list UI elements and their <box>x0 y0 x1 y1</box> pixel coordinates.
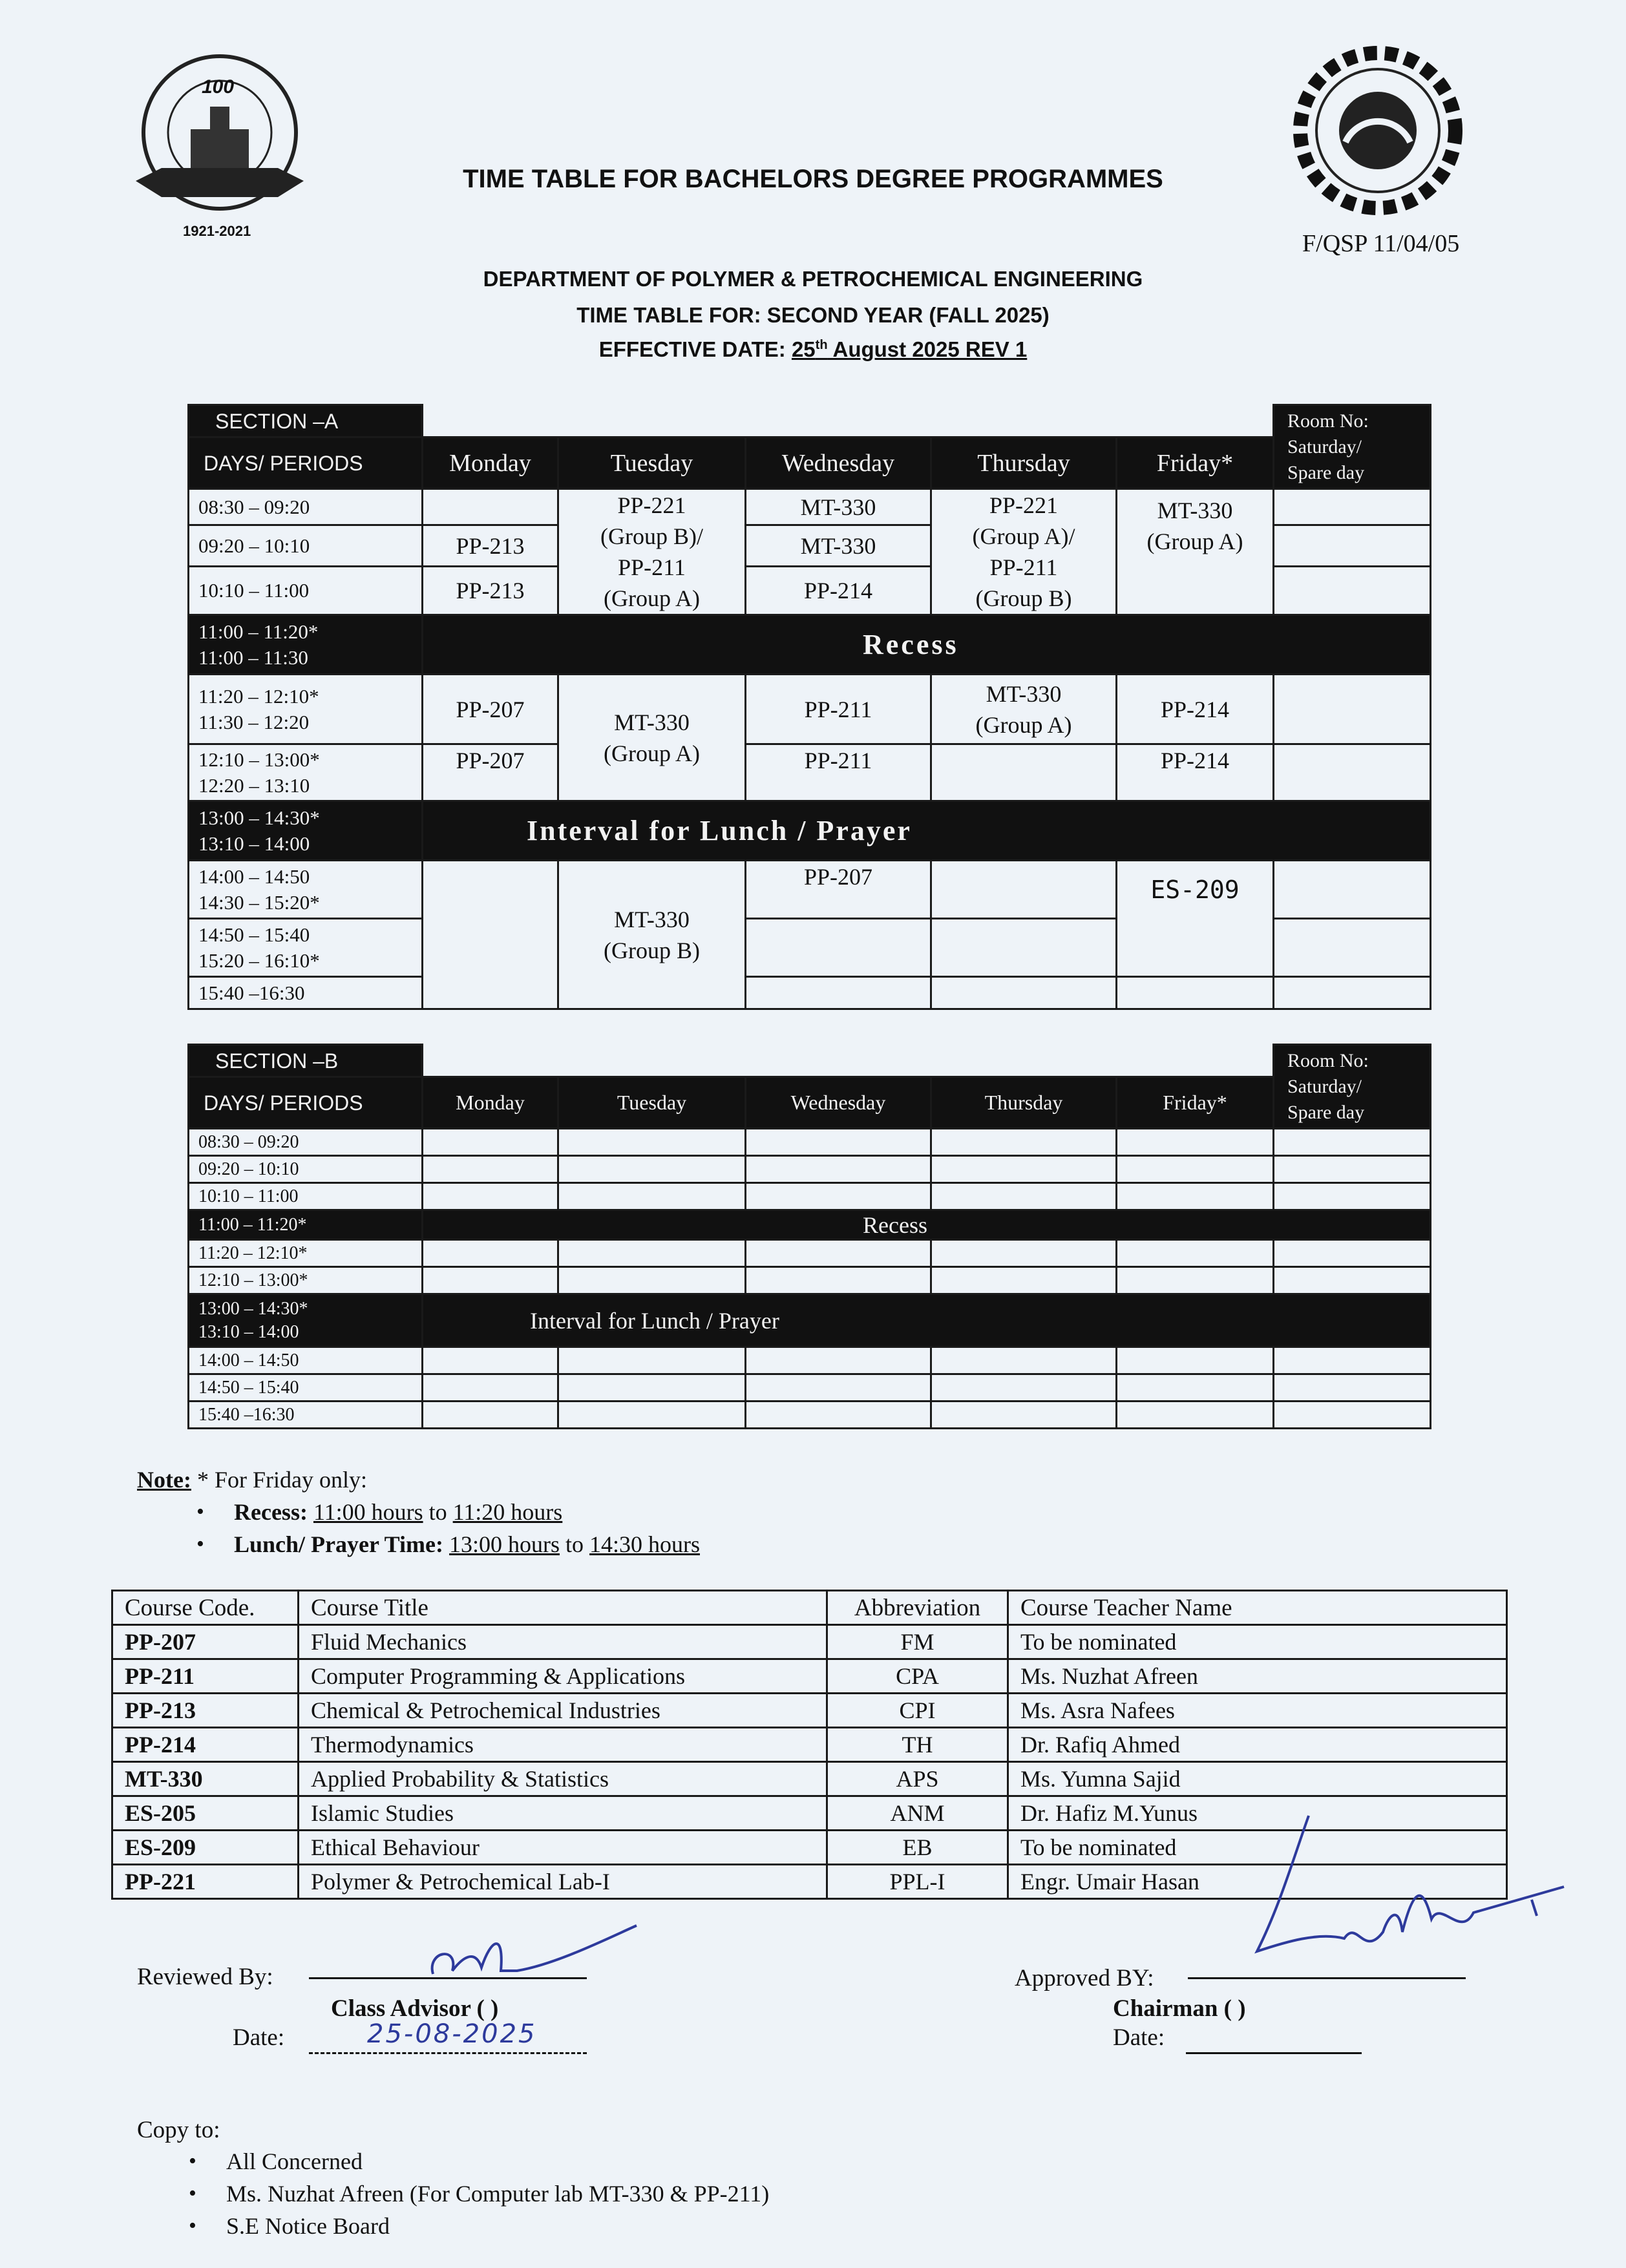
room-cell <box>1274 525 1431 567</box>
note-recess: • Recess: 11:00 hours to 11:20 hours <box>182 1496 700 1528</box>
course-teacher: Engr. Umair Hasan <box>1008 1865 1507 1899</box>
time-slot: 12:10 – 13:00* 12:20 – 13:10 <box>189 744 423 801</box>
course-code: PP-221 <box>112 1865 299 1899</box>
time-slot: 11:20 – 12:10* <box>189 1240 423 1267</box>
list-item: • All Concerned <box>174 2145 769 2178</box>
room-cell <box>1274 977 1431 1009</box>
time-slot: 14:50 – 15:40 15:20 – 16:10* <box>189 919 423 977</box>
cell-wed-3: PP-214 <box>746 567 931 615</box>
room-cell <box>1274 744 1431 801</box>
course-teacher: Ms. Asra Nafees <box>1008 1694 1507 1728</box>
col-course-title: Course Title <box>299 1591 827 1625</box>
course-teacher: To be nominated <box>1008 1831 1507 1865</box>
table-row <box>112 1694 1507 1728</box>
day-tuesday: Tuesday <box>558 1077 746 1129</box>
cell-tue-6-8: MT-330 (Group B) <box>558 861 746 1009</box>
lunch-band <box>423 801 1431 861</box>
day-tuesday: Tuesday <box>558 437 746 489</box>
cell-mon-5: PP-207 <box>423 744 558 801</box>
lunch-time: 13:00 – 14:30* 13:10 – 14:00 <box>189 1294 423 1347</box>
course-teacher: Dr. Rafiq Ahmed <box>1008 1728 1507 1762</box>
day-friday: Friday* <box>1117 1077 1274 1129</box>
course-title: Chemical & Petrochemical Industries <box>299 1694 827 1728</box>
approved-date-line <box>1186 2052 1362 2054</box>
col-course-code: Course Code. <box>112 1591 299 1625</box>
approved-date-label: Date: <box>1113 2024 1165 2051</box>
course-title: Thermodynamics <box>299 1728 827 1762</box>
section-b-label: SECTION –B <box>189 1045 423 1077</box>
lunch-label: Interval for Lunch / Prayer <box>530 1307 779 1334</box>
course-title: Computer Programming & Applications <box>299 1659 827 1694</box>
cell-wed-7 <box>746 919 931 977</box>
course-abbr: ANM <box>827 1796 1008 1831</box>
course-abbr: TH <box>827 1728 1008 1762</box>
room-cell <box>1274 567 1431 615</box>
recess-time: 11:00 – 11:20* 11:00 – 11:30 <box>189 615 423 675</box>
copy-to-label: Copy to: <box>137 2117 220 2143</box>
course-code: PP-214 <box>112 1728 299 1762</box>
course-code: MT-330 <box>112 1762 299 1796</box>
effective-date <box>0 337 1626 362</box>
cell-thu-4: MT-330 (Group A) <box>931 675 1117 744</box>
recess-time: 11:00 – 11:20* <box>189 1210 423 1240</box>
chairman-label: Chairman ( ) <box>1113 1995 1246 2022</box>
room-cell <box>1274 861 1431 919</box>
room-cell <box>1274 919 1431 977</box>
course-abbr: CPI <box>827 1694 1008 1728</box>
days-periods-label: DAYS/ PERIODS <box>189 1077 423 1129</box>
reviewed-date-line <box>309 2052 587 2054</box>
course-title: Applied Probability & Statistics <box>299 1762 827 1796</box>
course-abbr: FM <box>827 1625 1008 1659</box>
cell-wed-6: PP-207 <box>746 861 931 919</box>
cell-fri-8 <box>1117 977 1274 1009</box>
cell-thu-5 <box>931 744 1117 801</box>
time-slot: 14:50 – 15:40 <box>189 1374 423 1402</box>
course-abbr: EB <box>827 1831 1008 1865</box>
course-code: PP-207 <box>112 1625 299 1659</box>
lunch-time: 13:00 – 14:30* 13:10 – 14:00 <box>189 801 423 861</box>
table-row <box>112 1762 1507 1796</box>
cell-thu-6 <box>931 861 1117 919</box>
time-slot: 10:10 – 11:00 <box>189 1183 423 1210</box>
day-thursday: Thursday <box>931 1077 1117 1129</box>
cell-wed-8 <box>746 977 931 1009</box>
cell-fri-6: ES-209 <box>1117 861 1274 977</box>
time-slot: 08:30 – 09:20 <box>189 489 423 525</box>
time-slot: 12:10 – 13:00* <box>189 1267 423 1294</box>
lunch-label: Interval for Lunch / Prayer <box>527 815 912 846</box>
section-a-timetable <box>187 404 1431 1010</box>
course-title: Polymer & Petrochemical Lab-I <box>299 1865 827 1899</box>
department-name: DEPARTMENT OF POLYMER & PETROCHEMICAL ENGINEERING <box>483 267 1143 291</box>
lunch-band <box>423 1294 1431 1347</box>
class-advisor-label: Class Advisor ( ) <box>331 1995 499 2022</box>
cell-thu-1-3: PP-221 (Group A)/ PP-211 (Group B) <box>931 489 1117 615</box>
cell-mon-2: PP-213 <box>423 525 558 567</box>
cell-tue-4-5: MT-330 (Group A) <box>558 675 746 801</box>
time-slot: 14:00 – 14:50 14:30 – 15:20* <box>189 861 423 919</box>
course-code: PP-213 <box>112 1694 299 1728</box>
cell-wed-2: MT-330 <box>746 525 931 567</box>
reviewed-date-value: 25-08-2025 <box>367 2019 537 2049</box>
cell-fri-4: PP-214 <box>1117 675 1274 744</box>
note-label: Note: <box>137 1467 191 1493</box>
recess-band <box>423 1210 1431 1240</box>
approved-by-label: Approved BY: <box>1015 1965 1154 1991</box>
cell-thu-8 <box>931 977 1117 1009</box>
day-thursday: Thursday <box>931 437 1117 489</box>
time-slot: 15:40 –16:30 <box>189 1402 423 1429</box>
room-cell <box>1274 489 1431 525</box>
cell-thu-7 <box>931 919 1117 977</box>
days-periods-label: DAYS/ PERIODS <box>189 437 423 489</box>
cell-fri-5: PP-214 <box>1117 744 1274 801</box>
recess-label: Recess <box>863 1212 927 1238</box>
reviewed-by-label: Reviewed By: <box>137 1964 273 1990</box>
course-code: PP-211 <box>112 1659 299 1694</box>
time-slot: 09:20 – 10:10 <box>189 525 423 567</box>
cell-wed-4: PP-211 <box>746 675 931 744</box>
copy-to-list <box>174 2145 769 2242</box>
room-header: Room No: Saturday/ Spare day <box>1274 1045 1431 1129</box>
effective-date-value: 25th August 2025 REV 1 <box>791 337 1028 361</box>
day-monday: Monday <box>423 1077 558 1129</box>
table-row <box>112 1625 1507 1659</box>
cell-mon-4: PP-207 <box>423 675 558 744</box>
table-row <box>112 1728 1507 1762</box>
course-teacher: To be nominated <box>1008 1625 1507 1659</box>
list-item: • S.E Notice Board <box>174 2210 769 2242</box>
note-lunch: • Lunch/ Prayer Time: 13:00 hours to 14:30 hours <box>182 1528 700 1560</box>
cell-mon-6-8 <box>423 861 558 1009</box>
reviewed-date-label: Date: <box>233 2024 285 2051</box>
table-row <box>112 1659 1507 1694</box>
timetable-for: TIME TABLE FOR: SECOND YEAR (FALL 2025) <box>576 303 1050 327</box>
course-title: Ethical Behaviour <box>299 1831 827 1865</box>
cell-wed-5: PP-211 <box>746 744 931 801</box>
approved-signature <box>1247 1803 1583 2000</box>
day-friday: Friday* <box>1117 437 1274 489</box>
cell-mon-3: PP-213 <box>423 567 558 615</box>
cell-tue-1-3: PP-221 (Group B)/ PP-211 (Group A) <box>558 489 746 615</box>
room-header: Room No: Saturday/ Spare day <box>1274 405 1431 489</box>
time-slot: 11:20 – 12:10* 11:30 – 12:20 <box>189 675 423 744</box>
effective-date-label: EFFECTIVE DATE: <box>598 337 786 361</box>
course-abbr: PPL-I <box>827 1865 1008 1899</box>
col-course-teacher: Course Teacher Name <box>1008 1591 1507 1625</box>
day-wednesday: Wednesday <box>746 1077 931 1129</box>
friday-note <box>137 1464 700 1560</box>
room-cell <box>1274 675 1431 744</box>
cell-fri-1-3: MT-330 (Group A) <box>1117 489 1274 615</box>
section-a-label: SECTION –A <box>189 405 423 437</box>
cell-wed-1: MT-330 <box>746 489 931 525</box>
time-slot: 08:30 – 09:20 <box>189 1129 423 1156</box>
left-seal-years: 1921-2021 <box>183 223 251 239</box>
time-slot: 14:00 – 14:50 <box>189 1347 423 1374</box>
course-teacher: Dr. Hafiz M.Yunus <box>1008 1796 1507 1831</box>
cell-mon-1 <box>423 489 558 525</box>
recess-band <box>423 615 1431 675</box>
time-slot: 10:10 – 11:00 <box>189 567 423 615</box>
time-slot: 09:20 – 10:10 <box>189 1156 423 1183</box>
course-teacher: Ms. Nuzhat Afreen <box>1008 1659 1507 1694</box>
day-wednesday: Wednesday <box>746 437 931 489</box>
course-title: Islamic Studies <box>299 1796 827 1831</box>
time-slot: 15:40 –16:30 <box>189 977 423 1009</box>
course-abbr: APS <box>827 1762 1008 1796</box>
course-title: Fluid Mechanics <box>299 1625 827 1659</box>
day-monday: Monday <box>423 437 558 489</box>
form-number: F/QSP 11/04/05 <box>1302 230 1460 257</box>
recess-label: Recess <box>863 629 959 660</box>
col-abbreviation: Abbreviation <box>827 1591 1008 1625</box>
course-teacher: Ms. Yumna Sajid <box>1008 1762 1507 1796</box>
section-b-timetable <box>187 1044 1431 1429</box>
page-title: TIME TABLE FOR BACHELORS DEGREE PROGRAMMES <box>463 165 1163 193</box>
list-item: • Ms. Nuzhat Afreen (For Computer lab MT-330 & PP-211) <box>174 2178 769 2210</box>
course-code: ES-209 <box>112 1831 299 1865</box>
course-abbr: CPA <box>827 1659 1008 1694</box>
reviewed-signature <box>414 1913 646 2000</box>
course-code: ES-205 <box>112 1796 299 1831</box>
note-intro: * For Friday only: <box>196 1467 367 1493</box>
left-seal-anniversary: 100 <box>202 76 235 98</box>
